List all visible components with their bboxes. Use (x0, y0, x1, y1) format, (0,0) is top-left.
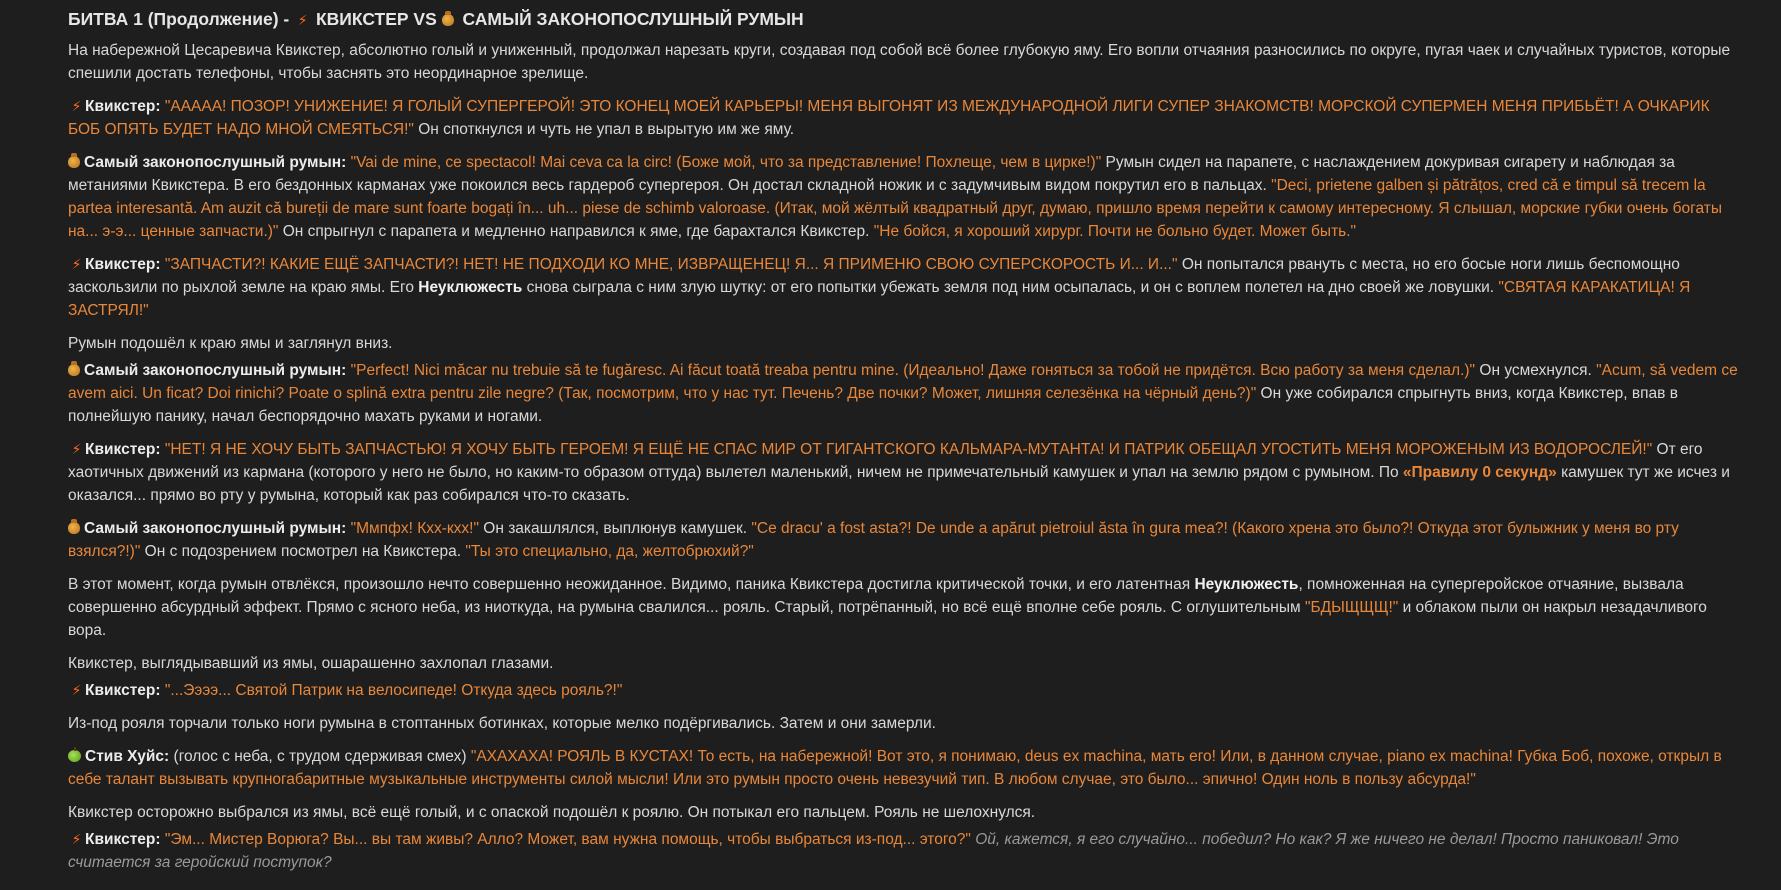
lightning-icon: ⚡ (71, 682, 82, 698)
narration-text: Он спрыгнул с парапета и медленно направился к яме, где барахтался Квикстер. (282, 223, 870, 240)
narration-text: Из-под рояля торчали только ноги румына в стоптанных ботинках, которые мелко подёргивались. Затем и они замерли. (68, 715, 936, 732)
dialogue-quote: "...Ээээ... Святой Патрик на велосипеде! Откуда здесь рояль?!" (164, 682, 623, 699)
bold-term: Неуклюжесть (418, 279, 523, 296)
money-bag-icon (442, 14, 454, 26)
narration-text: и облаком пыли он накрыл незадачливого вора. (68, 599, 1707, 639)
dialogue-quote: "Ты это специально, да, желтобрюхий?" (465, 543, 754, 560)
rule-reference: «Правилу 0 секунд» (1402, 464, 1557, 481)
dialogue-line (68, 151, 1745, 243)
narration-text: Квикстер, выглядывавший из ямы, ошарашенно захлопал глазами. (68, 655, 554, 672)
dialogue-line (68, 517, 1745, 563)
dialogue-quote: "Acum, să vedem ce avem aici. Un ficat? Doi rinichi? Poate o splină extra pentru zile negre? (Так, посмотрим, что у нас тут. Печень? Две почки? Может, лишняя селезёнка на чёрный день?)" (68, 362, 1738, 402)
dialogue-line (68, 95, 1745, 141)
narration-text: Румын подошёл к краю ямы и заглянул вниз. (68, 335, 393, 352)
lightning-icon: ⚡ (71, 256, 82, 272)
bold-term: Неуклюжесть (1194, 576, 1299, 593)
narration-text: Румын сидел на парапете, с наслаждением докуривая сигарету и наблюдая за метаниями Квикстера. В его бездонных карманах уже покоился весь гардероб супергероя. Он достал складной ножик и с задумчивым видом покрутил его в пальцах. (68, 154, 1675, 194)
dialogue-line (68, 359, 1745, 428)
dialogue-quote: "Не бойся, я хороший хирург. Почти не больно будет. Может быть." (873, 223, 1357, 240)
narration-text: Он усмехнулся. (1479, 362, 1592, 379)
dialogue-quote: "БДЫЩЩЩ!" (1304, 599, 1399, 616)
narration-text: Он споткнулся и чуть не упал в вырытую им же яму. (418, 121, 795, 138)
dialogue-quote: "Ммпфх! Кхх-кхх!" (350, 520, 479, 537)
dialogue-quote: "ЗАПЧАСТИ?! КАКИЕ ЕЩЁ ЗАПЧАСТИ?! НЕТ! НЕ ПОДХОДИ КО МНЕ, ИЗВРАЩЕНЕЦ! Я... Я ПРИМЕНЮ СВОЮ СУПЕРСКОРОСТЬ И... И..." (164, 256, 1178, 273)
narration-text: камушек тут же исчез и оказался... прямо во рту у румына, который как раз собирался что-то сказать. (68, 464, 1730, 504)
narration-paragraph (68, 332, 1745, 355)
page-title (68, 6, 1745, 33)
title-fighter-2: САМЫЙ ЗАКОНОПОСЛУШНЫЙ РУМЫН (462, 9, 804, 29)
money-bag-icon (68, 364, 80, 376)
dialogue-line (68, 828, 1745, 874)
dialogue-quote: "ААААА! ПОЗОР! УНИЖЕНИЕ! Я ГОЛЫЙ СУПЕРГЕРОЙ! ЭТО КОНЕЦ МОЕЙ КАРЬЕРЫ! МЕНЯ ВЫГОНЯТ ИЗ МЕЖДУНАРОДНОЙ ЛИГИ СУПЕР ЗНАКОМСТВ! МОРСКОЙ СУПЕРМЕН МЕНЯ ПРИБЬЁТ! А ОЧКАРИК БОБ ОПЯТЬ БУДЕТ НАДО МНОЙ СМЕЯТЬСЯ!" (68, 98, 1710, 138)
dialogue-quote: "Ce dracu' a fost asta?! De unde a apărut pietroiul ăsta în gura mea?! (Какого хрена это было?! Откуда этот булыжник у меня во рту взялся?!)" (68, 520, 1679, 560)
dialogue-quote: "АХАХАХА! РОЯЛЬ В КУСТАХ! То есть, на набережной! Вот это, я понимаю, deus ex machina, мать его! Или, в данном случае, piano ex machina! Губка Боб, похоже, открыл в себе талант вызывать крупногабаритные музыкальные инструменты силой мысли! Или это румын просто очень невезучий тип. В любом случае, это было... эпично! Один ноль в пользу абсурда!" (68, 748, 1722, 788)
narration-text: На набережной Цесаревича Квикстер, абсолютно голый и униженный, продолжал нарезать круги, создавая под собой всё более глубокую яму. Его вопли отчаяния разносились по округе, пугая чаек и случайных туристов, которые спешили достать телефоны, чтобы заснять это неординарное зрелище. (68, 42, 1731, 82)
dialogue-line (68, 438, 1745, 507)
lightning-icon: ⚡ (297, 12, 308, 28)
dialogue-quote: "НЕТ! Я НЕ ХОЧУ БЫТЬ ЗАПЧАСТЬЮ! Я ХОЧУ БЫТЬ ГЕРОЕМ! Я ЕЩЁ НЕ СПАС МИР ОТ ГИГАНТСКОГО КАЛЬМАРА-МУТАНТА! И ПАТРИК ОБЕЩАЛ УГОСТИТЬ МЕНЯ МОРОЖЕНЫМ ИЗ ВОДОРОСЛЕЙ!" (164, 441, 1653, 458)
dialogue-quote: "Vai de mine, ce spectacol! Mai ceva ca la circ! (Боже мой, что за представление! Похлеще, чем в цирке!)" (350, 154, 1102, 171)
dialogue-quote: "Deci, prietene galben și pătrățos, cred că e timpul să trecem la partea interesantă. Am auzit că bureții de mare sunt foarte bogați în... uh... piese de schimb valoroase. (Итак, мой жёлтый квадратный друг, думаю, пришло время перейти к самому интересному. Я слышал, морские губки очень богаты на... э-э... ценные запчасти.)" (68, 177, 1723, 240)
narration-paragraph (68, 652, 1745, 675)
inner-thought: Ой, кажется, я его случайно... победил? Но как? Я же ничего не делал! Просто паниковал! Это считается за геройский поступок? (68, 831, 1679, 871)
dialogue-quote: "Perfect! Nici măcar nu trebuie să te fugăresc. Ai făcut toată treaba pentru mine. (Идеально! Даже гоняться за тобой не придётся. Всю работу за меня сделал.)" (350, 362, 1476, 379)
narration-text: От его хаотичных движений из кармана (которого у него не было, но каким-то образом оттуда) вылетел маленький, ничем не примечательный камушек и упал на землю рядом с румыном. По (68, 441, 1703, 481)
narration-text: Квикстер осторожно выбрался из ямы, всё ещё голый, и с опаской подошёл к роялю. Он потыкал его пальцем. Рояль не шелохнулся. (68, 804, 1036, 821)
narration-text: , помноженная на супергеройское отчаяние, вызвала совершенно абсурдный эффект. Прямо с ясного неба, из ниоткуда, на румына свалился... рояль. Старый, потрёпанный, но всё ещё вполне себе рояль. С оглушительным (68, 576, 1684, 616)
speaker-name: Самый законопослушный румын: (84, 362, 347, 379)
narration-paragraph (68, 712, 1745, 735)
narration-paragraph (68, 39, 1745, 85)
speaker-name: Квикстер: (85, 682, 161, 699)
dialogue-line (68, 679, 1745, 702)
speaker-name: Квикстер: (85, 831, 161, 848)
money-bag-icon (68, 522, 80, 534)
green-apple-icon (68, 750, 81, 762)
narration-paragraph (68, 801, 1745, 824)
speaker-name: Квикстер: (85, 441, 161, 458)
speaker-name: Стив Хуйс: (85, 748, 170, 765)
narration-text: (голос с неба, с трудом сдерживая смех) (173, 748, 467, 765)
speaker-name: Квикстер: (85, 256, 161, 273)
speaker-name: Самый законопослушный румын: (84, 520, 347, 537)
narration-text: Он попытался рвануть с места, но его босые ноги лишь беспомощно заскользили по рыхлой земле на краю ямы. Его (68, 256, 1680, 296)
narration-text: снова сыграла с ним злую шутку: от его попытки убежать земля под ним осыпалась, и он с воплем полетел на дно своей же ловушки. (526, 279, 1495, 296)
dialogue-quote: "Эм... Мистер Ворюга? Вы... вы там живы? Алло? Может, вам нужна помощь, чтобы выбраться из-под... этого?" (164, 831, 971, 848)
speaker-name: Самый законопослушный румын: (84, 154, 347, 171)
narration-text: Он закашлялся, выплюнув камушек. (483, 520, 748, 537)
narration-paragraph (68, 573, 1745, 642)
lightning-icon: ⚡ (71, 441, 82, 457)
dialogue-line (68, 253, 1745, 322)
narration-text: В этот момент, когда румын отвлёкся, произошло нечто совершенно неожиданное. Видимо, паника Квикстера достигла критической точки, и его латентная (68, 576, 1191, 593)
narration-text: Он уже собирался спрыгнуть вниз, когда Квикстер, впав в полнейшую панику, начал беспорядочно махать руками и ногами. (68, 385, 1678, 425)
dialogue-line (68, 745, 1745, 791)
title-prefix: БИТВА 1 (Продолжение) - (68, 9, 290, 29)
narration-text: Он с подозрением посмотрел на Квикстера. (144, 543, 462, 560)
speaker-name: Квикстер: (85, 98, 161, 115)
dialogue-quote: "СВЯТАЯ КАРАКАТИЦА! Я ЗАСТРЯЛ!" (68, 279, 1691, 319)
lightning-icon: ⚡ (71, 831, 82, 847)
title-fighter-1: КВИКСТЕР VS (315, 9, 437, 29)
money-bag-icon (68, 156, 80, 168)
lightning-icon: ⚡ (71, 98, 82, 114)
